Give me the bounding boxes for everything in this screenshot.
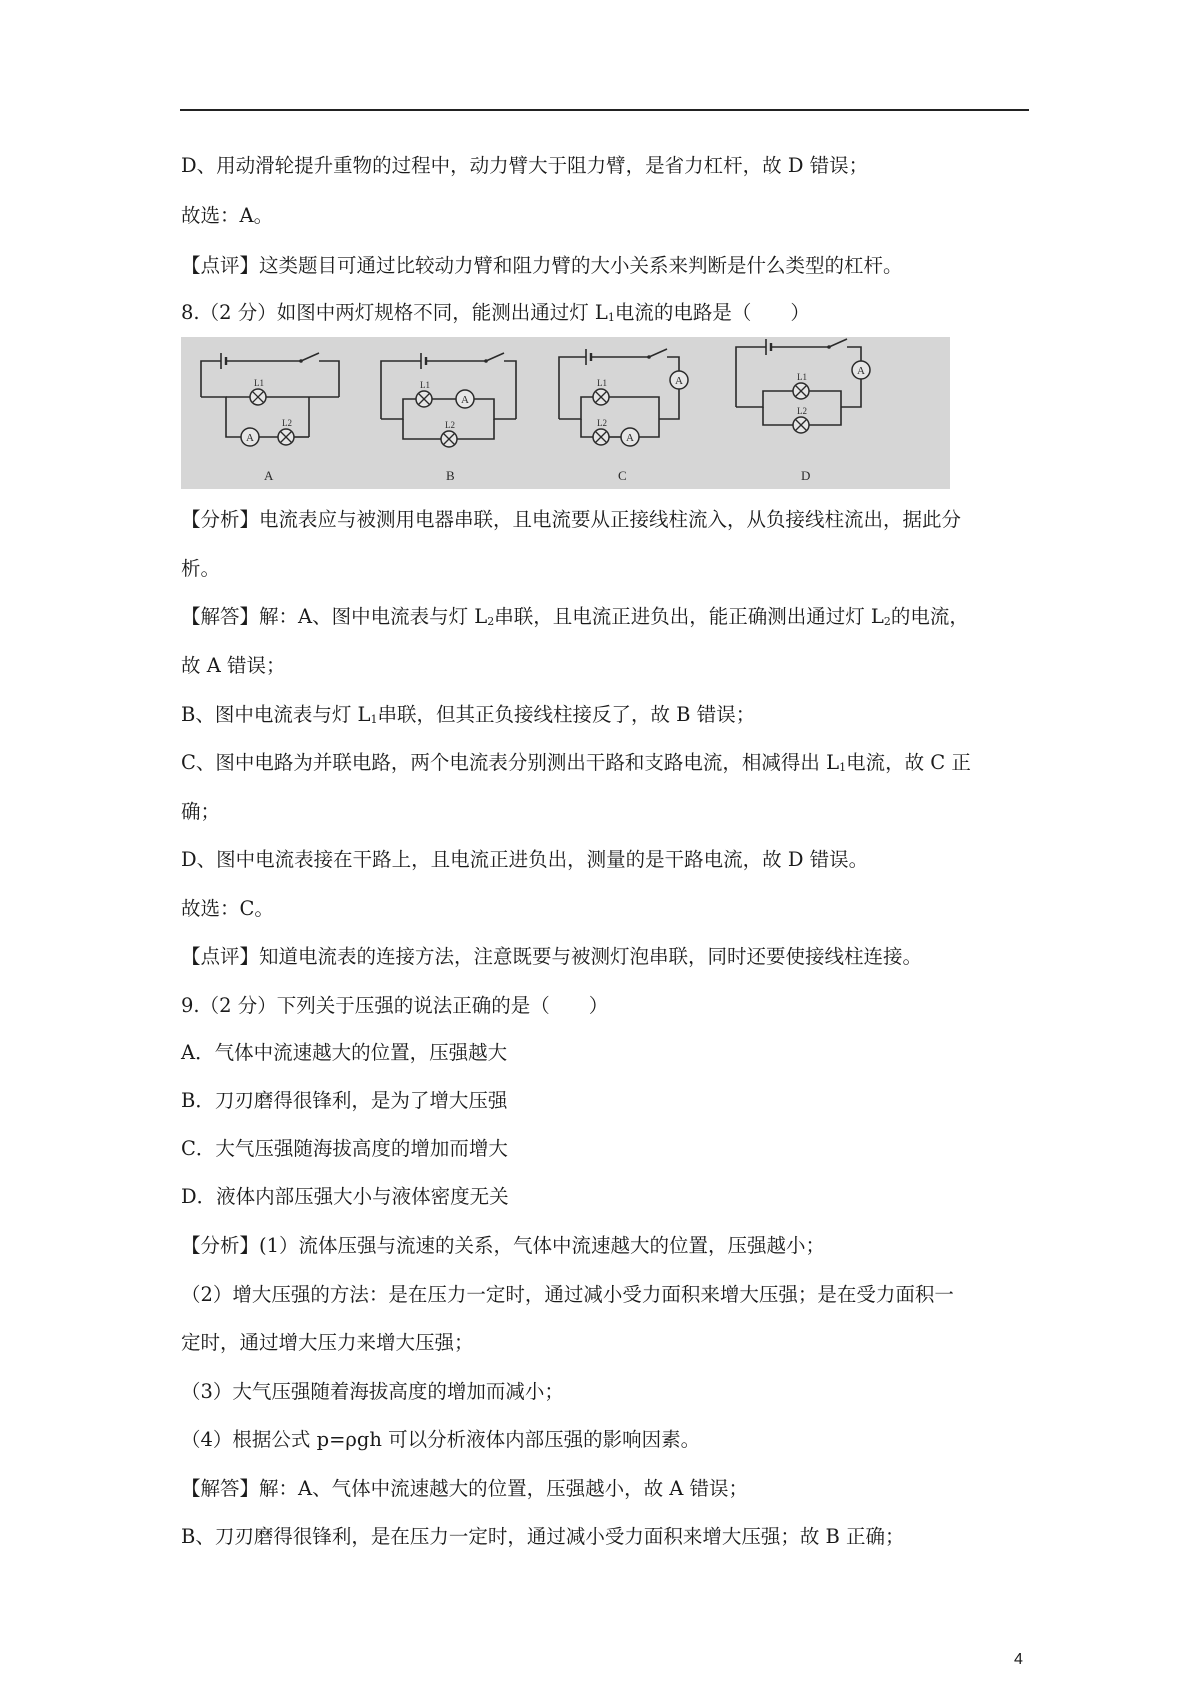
wire xyxy=(809,391,841,407)
ammeter-label: A xyxy=(675,375,683,387)
line-answer-8g: 故选：C。 xyxy=(181,897,274,920)
line-answer-8d: C、图中电路为并联电路，两个电流表分别测出干路和支路电流，相减得出 $L_1$电流，故 C 正 xyxy=(181,751,971,774)
ammeter-label: A xyxy=(626,432,634,444)
wire xyxy=(763,407,793,425)
lamp-label: L2 xyxy=(445,420,455,430)
wire xyxy=(581,419,593,437)
lamp-label: L2 xyxy=(282,418,292,428)
question-8: 8.（2 分）如图中两灯规格不同，能测出通过灯 $L_1$电流的电路是（ ） xyxy=(181,301,810,324)
line-analysis-9e: （4）根据公式 p=ρgh 可以分析液体内部压强的影响因素。 xyxy=(181,1428,701,1451)
lamp-label: L1 xyxy=(797,372,807,382)
wire xyxy=(559,397,596,419)
line-analysis-8b: 析。 xyxy=(181,557,221,580)
line-1: D、用动滑轮提升重物的过程中，动力臂大于阻力臂，是省力杠杆，故 D 错误； xyxy=(181,154,869,177)
wire xyxy=(474,399,516,419)
line-3: 【点评】这类题目可通过比较动力臂和阻力臂的大小关系来判断是什么类型的杠杆。 xyxy=(181,254,903,277)
lamp-label: L2 xyxy=(797,406,807,416)
wire xyxy=(559,357,586,419)
line-analysis-9d: （3）大气压强随着海拔高度的增加而减小； xyxy=(181,1380,564,1403)
line-analysis-9c: 定时，通过增大压力来增大压强； xyxy=(181,1331,474,1354)
line-answer-8f: D、图中电流表接在干路上，且电流正进负出，测量的是干路电流，故 D 错误。 xyxy=(181,848,869,871)
diagram-label: A xyxy=(264,468,274,483)
switch-blade xyxy=(486,353,504,361)
question-9: 9.（2 分）下列关于压强的说法正确的是（ ） xyxy=(181,994,609,1017)
switch-blade xyxy=(301,353,319,361)
wire xyxy=(841,379,861,407)
wire xyxy=(736,391,793,407)
line-answer-9b: B、刀刃磨得很锋利，是在压力一定时，通过减小受力面积来增大压强；故 B 正确； xyxy=(181,1525,905,1548)
wire xyxy=(639,419,659,437)
line-answer-8e: 确； xyxy=(181,800,221,823)
line-answer-8c: B、图中电流表与灯 $L_1$串联，但其正负接线柱接反了，故 B 错误； xyxy=(181,703,756,726)
wire xyxy=(457,419,494,439)
wire xyxy=(381,361,421,419)
lamp-label: L1 xyxy=(254,378,264,388)
wire xyxy=(319,361,339,397)
lamp-label: L1 xyxy=(420,380,430,390)
wire xyxy=(667,357,679,371)
line-2: 故选：A。 xyxy=(181,204,274,227)
option-d: D．液体内部压强大小与液体密度无关 xyxy=(181,1185,509,1208)
ammeter-label: A xyxy=(857,365,865,377)
line-answer-9a: 【解答】解：A、气体中流速越大的位置，压强越小，故 A 错误； xyxy=(181,1477,749,1500)
lamp-label: L2 xyxy=(597,418,607,428)
line-answer-8b: 故 A 错误； xyxy=(181,654,286,677)
lamp-label: L1 xyxy=(597,378,607,388)
option-c: C．大气压强随海拔高度的增加而增大 xyxy=(181,1137,508,1160)
wire xyxy=(201,397,241,437)
line-answer-8a: 【解答】解：A、图中电流表与灯 $L_2$串联，且电流正进负出，能正确测出通过灯 $L_2$的电流， xyxy=(181,605,969,628)
diagram-label: D xyxy=(801,468,811,483)
page-number: 4 xyxy=(1014,1651,1023,1668)
wire xyxy=(809,407,841,425)
option-a: A．气体中流速越大的位置，压强越大 xyxy=(181,1041,508,1064)
circuit-diagrams xyxy=(181,337,950,489)
line-analysis-9a: 【分析】(1）流体压强与流速的关系，气体中流速越大的位置，压强越小； xyxy=(181,1234,826,1257)
circuit-figure xyxy=(181,337,950,489)
wire xyxy=(659,389,679,419)
wire xyxy=(736,347,766,407)
switch-blade xyxy=(829,339,847,347)
wire xyxy=(201,361,221,397)
option-b: B．刀刃磨得很锋利，是为了增大压强 xyxy=(181,1089,508,1112)
header-rule xyxy=(180,109,1029,111)
ammeter-label: A xyxy=(461,394,469,406)
line-analysis-8a: 【分析】电流表应与被测用电器串联，且电流要从正接线柱流入，从负接线柱流出，据此分 xyxy=(181,508,962,531)
line-comment-8: 【点评】知道电流表的连接方法，注意既要与被测灯泡串联，同时还要使接线柱连接。 xyxy=(181,945,923,968)
diagram-label: B xyxy=(446,468,455,483)
line-analysis-9b: （2）增大压强的方法：是在压力一定时，通过减小受力面积来增大压强；是在受力面积一 xyxy=(181,1283,954,1306)
diagram-label: C xyxy=(618,468,627,483)
switch-blade xyxy=(649,349,667,357)
wire xyxy=(847,347,861,361)
ammeter-label: A xyxy=(246,432,254,444)
wire xyxy=(609,397,659,419)
wire xyxy=(504,361,516,419)
